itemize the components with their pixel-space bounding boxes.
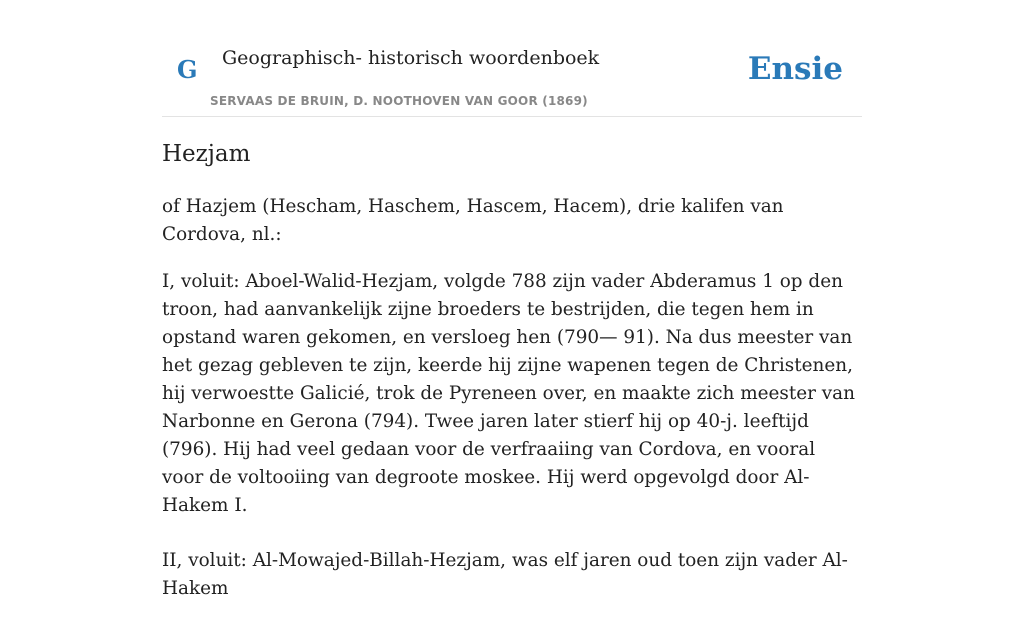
- entry-content: [162, 137, 862, 622]
- entry-paragraph: II, voluit: Al-Mowajed-Billah-Hezjam, was elf jaren oud toen zijn vader Al-Hakem: [162, 550, 848, 599]
- ensie-logo-link[interactable]: Ensie: [747, 51, 843, 87]
- book-title-link[interactable]: Geographisch- historisch woordenboek: [222, 47, 600, 69]
- book-logo-icon[interactable]: G: [177, 55, 198, 84]
- book-authors: SERVAAS DE BRUIN, D. NOOTHOVEN VAN GOOR (1869): [210, 94, 588, 108]
- source-header: [162, 0, 862, 117]
- entry-paragraph: I, voluit: Aboel-Walid-Hezjam, volgde 788 zijn vader Abderamus 1 op den troon, had aanvankelijk zijne broeders te bestrijden, die tegen hem in opstand waren gekomen, en versloeg hen (790— 91). Na dus meester van het gezag gebleven te zijn, keerde hij zijne wapenen tegen de Christenen, hij verwoestte Galicié, trok de Pyreneen over, en maakte zich meester van Narbonne en Gerona (794). Twee jaren later stierf hij op 40-j. leeftijd (796). Hij had veel gedaan voor de verfraaiing van Cordova, en vooral voor de voltooiing van degroote moskee. Hij werd opgevolgd door Al-Hakem I.: [162, 271, 855, 516]
- entry-paragraph: of Hazjem (Hescham, Haschem, Hascem, Hacem), drie kalifen van Cordova, nl.:: [162, 196, 784, 245]
- entry-title: Hezjam: [162, 141, 251, 167]
